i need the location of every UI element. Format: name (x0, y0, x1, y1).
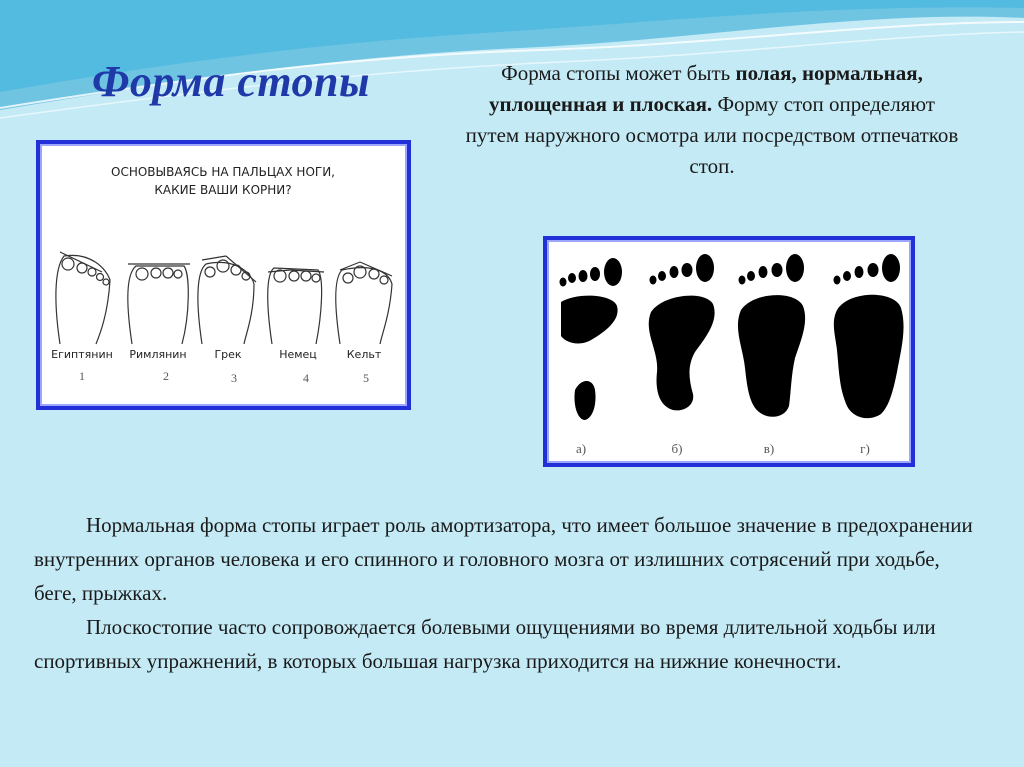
footprints-figure (543, 236, 915, 467)
footprint-c (738, 254, 805, 417)
paragraph-flatfoot: Плоскостопие часто сопровождается болевыми ощущениями во время длительной ходьбы или спортивных упражнений, в которых большая нагрузка приходится на нижние конечности. (34, 615, 936, 673)
intro-part3: Форму стоп определяют путем наружного осмотра или посредством отпечатков стоп. (465, 92, 959, 178)
footprint-labels (576, 441, 870, 456)
toe-type-number: 3 (231, 371, 237, 385)
toe-type-name: Египтянин (51, 348, 113, 361)
footprint-label: б) (671, 441, 683, 456)
toe-type-number: 1 (79, 369, 85, 383)
toe-types-figure (36, 140, 411, 410)
toe-type-number: 2 (163, 369, 169, 383)
footprint-label: в) (763, 441, 775, 456)
figure-heading-line2: КАКИЕ ВАШИ КОРНИ? (154, 183, 292, 197)
slide-title: Форма стопы (92, 57, 371, 106)
toe-type-numbers (79, 369, 369, 385)
footprint-d (834, 254, 904, 418)
intro-foot-types: полая, нормальная, уплощенная и плоская. (489, 61, 923, 116)
toe-type-number: 5 (363, 371, 369, 385)
toe-type-name: Грек (214, 348, 242, 361)
footprint-a (560, 258, 623, 420)
toe-type-name: Кельт (346, 348, 382, 361)
toe-types-drawing (40, 144, 407, 406)
footprints-drawing (547, 240, 911, 463)
toe-type-number: 4 (303, 371, 309, 385)
toe-type-names (51, 348, 382, 361)
intro-text (462, 58, 962, 182)
feet-outlines (56, 252, 392, 344)
intro-part1: Форма стопы может быть (501, 61, 736, 85)
footprint-label: а) (575, 441, 587, 456)
footprint-marks (560, 254, 904, 420)
toe-type-name: Римлянин (129, 348, 187, 361)
figure-heading-line1: ОСНОВЫВАЯСЬ НА ПАЛЬЦАХ НОГИ, (111, 165, 335, 179)
footprint-label: г) (860, 441, 870, 456)
footprint-b (649, 254, 715, 410)
body-text (34, 508, 984, 678)
paragraph-normal-foot: Нормальная форма стопы играет роль амортизатора, что имеет большое значение в предохранении внутренних органов человека и его спинного и головного мозга от излишних сотрясений при ходьбе, беге, прыжках. (34, 513, 973, 605)
toe-type-name: Немец (279, 348, 317, 361)
